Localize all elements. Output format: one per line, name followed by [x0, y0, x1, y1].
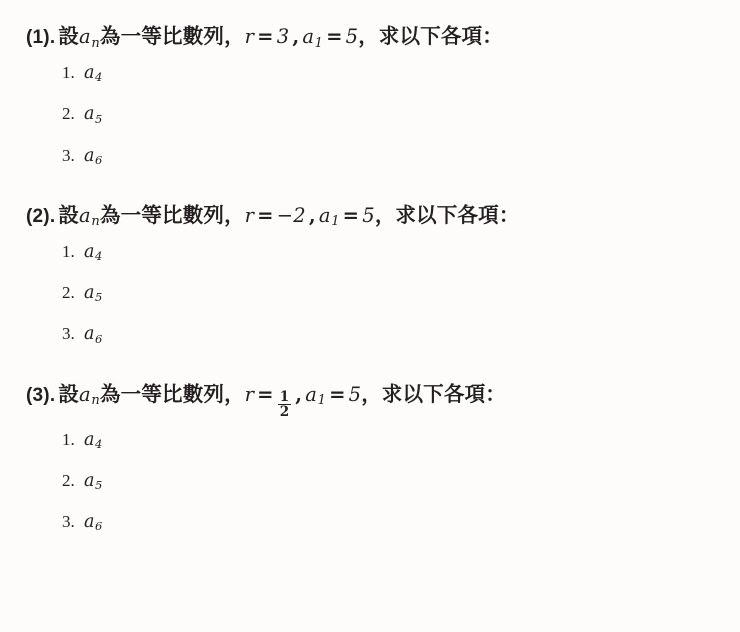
problem-1-first-term-value: 5: [345, 25, 359, 48]
item-number: 2.: [62, 283, 75, 303]
problem-2-stem-mid: 為一等比數列: [99, 203, 225, 227]
problem-2-label: (2).: [26, 205, 56, 227]
problem-3-comma-1: ，: [224, 382, 245, 406]
problem-1-first-term-symbol: $a_1$: [302, 25, 324, 51]
problem-2-first-term-symbol: $a_1$: [318, 203, 340, 230]
list-item: [26, 104, 714, 125]
fraction-denominator: 2: [279, 404, 290, 421]
problem-3-item-list: [26, 430, 714, 534]
item-term: $a_4$: [84, 63, 103, 85]
problem-3-first-term-symbol: $a_1$: [305, 382, 327, 409]
problem-2-sequence-variable: $a_n$: [79, 203, 100, 230]
item-number: 1.: [62, 429, 75, 449]
problem-1-stem: [26, 22, 714, 53]
item-term: $a_6$: [84, 512, 103, 534]
problem-2-equals-2: =: [342, 203, 360, 227]
item-term: $a_5$: [84, 470, 103, 493]
problem-3-equals-1: =: [257, 382, 274, 406]
problem-3-equals-2: =: [329, 382, 346, 406]
item-number: 1.: [62, 241, 75, 261]
list-item: [26, 283, 714, 304]
list-item: [26, 146, 714, 167]
problem-2-equals-1: =: [257, 203, 274, 227]
item-number: 3.: [62, 145, 75, 165]
list-item: [26, 471, 714, 492]
item-number: 2.: [62, 104, 75, 124]
problem-2-stem-prefix: 設: [58, 203, 80, 227]
problem-1-ratio-symbol: r: [244, 25, 255, 48]
item-number: 3.: [62, 512, 75, 532]
list-item: [26, 512, 714, 533]
problem-3-comma-3: ，: [361, 382, 382, 406]
item-number: 2.: [62, 470, 75, 490]
problem-3-ratio-fraction: [278, 390, 292, 420]
problem-1-item-list: [26, 63, 714, 167]
problem-2-comma-3: ，: [374, 203, 396, 227]
item-term: $a_4$: [84, 429, 103, 451]
problem-2: [26, 201, 714, 346]
problem-3-comma-2: ,: [295, 382, 303, 406]
problem-3-stem-prefix: 設: [58, 382, 80, 406]
problem-1-label: (1).: [26, 27, 56, 48]
problem-1-sequence-variable: $a_n$: [79, 25, 100, 51]
problem-3-ratio-symbol: r: [244, 382, 255, 406]
list-item: [26, 242, 714, 263]
problem-2-comma-1: ，: [224, 203, 245, 227]
item-term: $a_5$: [84, 104, 103, 126]
problem-3-sequence-variable: $a_n$: [79, 382, 100, 409]
problem-1-stem-mid: 為一等比數列: [99, 25, 225, 48]
problem-2-first-term-value: 5: [362, 203, 375, 227]
section-spacer: [26, 366, 714, 380]
problem-1-stem-prefix: 設: [58, 25, 80, 48]
problem-3-stem-mid: 為一等比數列: [99, 382, 225, 406]
item-term: $a_5$: [84, 283, 103, 305]
item-number: 3.: [62, 324, 75, 344]
problem-2-stem-suffix: 求以下各項：: [395, 203, 520, 227]
problem-2-ratio-symbol: r: [244, 203, 255, 227]
problem-3-label: (3).: [26, 384, 56, 406]
problem-2-comma-2: ,: [308, 203, 316, 227]
item-number: 1.: [62, 63, 75, 83]
item-term: $a_6$: [84, 145, 103, 167]
problem-2-ratio-value: −2: [276, 203, 306, 227]
list-item: [26, 430, 714, 451]
fraction-numerator: 1: [279, 388, 290, 405]
item-term: $a_6$: [84, 324, 103, 346]
problem-2-item-list: [26, 242, 714, 346]
problem-2-stem: [26, 201, 714, 232]
problem-1-comma-3: ，: [358, 25, 379, 48]
problem-3-first-term-value: 5: [348, 382, 362, 406]
problem-3-stem: [26, 380, 714, 420]
problem-1-equals-2: =: [326, 25, 343, 48]
problem-1-comma-1: ，: [224, 25, 245, 48]
item-term: $a_4$: [84, 241, 103, 264]
list-item: [26, 324, 714, 345]
problem-1-ratio-value: 3: [276, 25, 290, 48]
problem-1-comma-2: ,: [292, 25, 300, 48]
problem-1: [26, 22, 714, 167]
problem-1-stem-suffix: 求以下各項：: [378, 25, 503, 48]
problem-3: [26, 380, 714, 534]
section-spacer: [26, 187, 714, 201]
list-item: [26, 63, 714, 84]
problem-3-stem-suffix: 求以下各項：: [381, 382, 506, 406]
problem-1-equals-1: =: [257, 25, 274, 48]
